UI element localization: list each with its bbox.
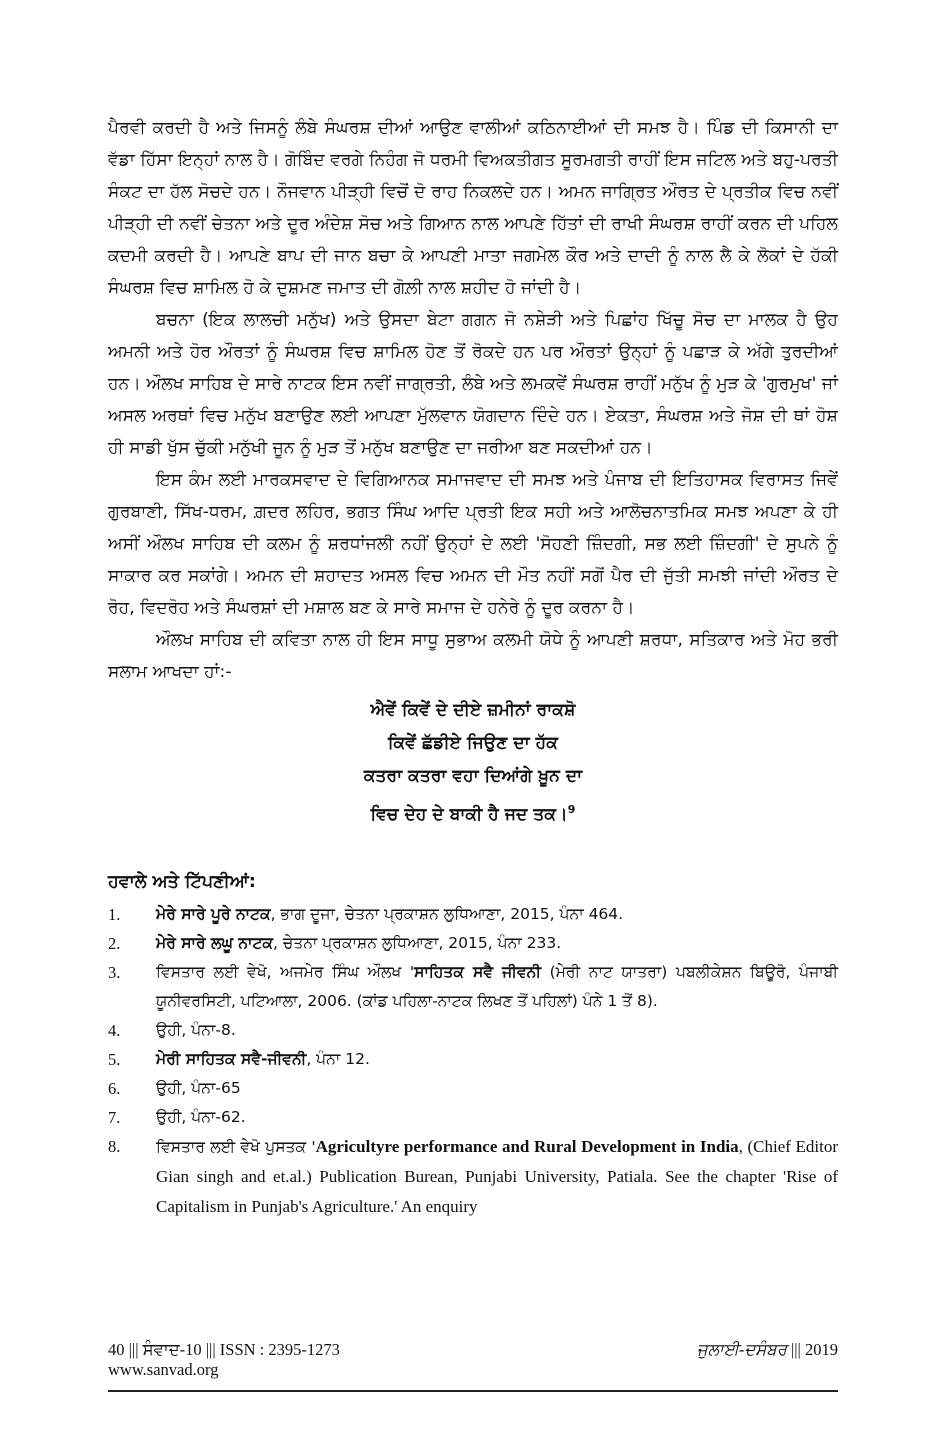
footnote-marker: 9: [567, 803, 576, 816]
page-footer: [108, 1340, 838, 1380]
reference-detail: , ਪੰਨਾ 12.: [306, 1049, 370, 1068]
poem-line-text: ਵਿਚ ਦੇਹ ਦੇ ਬਾਕੀ ਹੈ ਜਦ ਤਕ।: [370, 804, 568, 825]
reference-title: Agricultyre performance and Rural Development in India: [315, 1136, 739, 1156]
poem-line-last: [108, 793, 838, 832]
references-heading: ਹਵਾਲੇ ਅਤੇ ਟਿੱਪਣੀਆਂ:: [108, 871, 256, 892]
reference-detail: , ਚੇਤਨਾ ਪ੍ਰਕਾਸ਼ਨ ਲੁਧਿਆਣਾ, 2015, ਪੰਨਾ 233.: [273, 933, 562, 952]
references-list: [108, 900, 838, 1222]
reference-item: [108, 1132, 838, 1222]
reference-item: [108, 1016, 838, 1045]
reference-prefix: ਵਿਸਤਾਰ ਲਈ ਵੇਖੋ, ਅਜਮੇਰ ਸਿੰਘ ਔਲਖ ': [156, 962, 415, 981]
paragraph-1: ਪੈਰਵੀ ਕਰਦੀ ਹੈ ਅਤੇ ਜਿਸਨੂੰ ਲੰਬੇ ਸੰਘਰਸ਼ ਦੀਆਂ ਆਉਣ ਵਾਲੀਆਂ ਕਠਿਨਾਈਆਂ ਦੀ ਸਮਝ ਹੈ। ਪਿੰਡ ਦੀ ਕਿਸਾਨੀ ਦਾ ਵੱਡਾ ਹਿੱਸਾ ਇਨ੍ਹਾਂ ਨਾਲ ਹੈ। ਗੋਬਿੰਦ ਵਰਗੇ ਨਿਹੰਗ ਜੋ ਧਰਮੀ ਵਿਅਕਤੀਗਤ ਸੂਰਮਗਤੀ ਰਾਹੀਂ ਇਸ ਜਟਿਲ ਅਤੇ ਬਹੁ-ਪਰਤੀ ਸੰਕਟ ਦਾ ਹੱਲ ਸੋਚਦੇ ਹਨ। ਨੌਜਵਾਨ ਪੀੜ੍ਹੀ ਵਿਚੋਂ ਦੋ ਰਾਹ ਨਿਕਲਦੇ ਹਨ। ਅਮਨ ਜਾਗ੍ਰਿਤ ਔਰਤ ਦੇ ਪ੍ਰਤੀਕ ਵਿਚ ਨਵੀਂ ਪੀੜ੍ਹੀ ਦੀ ਨਵੀਂ ਚੇਤਨਾ ਅਤੇ ਦੂਰ ਅੰਦੇਸ਼ ਸੋਚ ਅਤੇ ਗਿਆਨ ਨਾਲ ਆਪਣੇ ਹਿੱਤਾਂ ਦੀ ਰਾਖੀ ਸੰਘਰਸ਼ ਰਾਹੀਂ ਕਰਨ ਦੀ ਪਹਿਲ ਕਦਮੀ ਕਰਦੀ ਹੈ। ਆਪਣੇ ਬਾਪ ਦੀ ਜਾਨ ਬਚਾ ਕੇ ਆਪਣੀ ਮਾਤਾ ਜਗਮੇਲ ਕੌਰ ਅਤੇ ਦਾਦੀ ਨੂੰ ਨਾਲ ਲੈ ਕੇ ਲੋਕਾਂ ਦੇ ਹੱਕੀ ਸੰਘਰਸ਼ ਵਿਚ ਸ਼ਾਮਿਲ ਹੋ ਕੇ ਦੁਸ਼ਮਣ ਜਮਾਤ ਦੀ ਗੋਲ਼ੀ ਨਾਲ ਸ਼ਹੀਦ ਹੋ ਜਾਂਦੀ ਹੈ।: [108, 118, 838, 298]
reference-title: ਸਾਹਿਤਕ ਸਵੈ ਜੀਵਨੀ: [414, 962, 542, 981]
poem-block: [108, 694, 838, 832]
reference-number: 1.: [108, 904, 121, 924]
footer-rule: [108, 1390, 838, 1392]
paragraph-4: ਔਲਖ ਸਾਹਿਬ ਦੀ ਕਵਿਤਾ ਨਾਲ ਹੀ ਇਸ ਸਾਧੂ ਸੁਭਾਅ ਕਲਮੀ ਯੋਧੇ ਨੂੰ ਆਪਣੀ ਸ਼ਰਧਾ, ਸਤਿਕਾਰ ਅਤੇ ਮੋਹ ਭਰੀ ਸਲਾਮ ਆਖਦਾ ਹਾਂ:-: [108, 630, 838, 682]
footer-date: [697, 1340, 838, 1360]
footer-issue-info: 40 ||| ਸੰਵਾਦ-10 ||| ISSN : 2395-1273: [108, 1340, 340, 1359]
reference-detail: , (Chief Editor Gian singh and et.al.) Publication Burean, Punjabi University, Patiala. See the chapter 'Rise of Capitalism in Punjab's Agriculture.' An enquiry: [156, 1136, 839, 1216]
reference-number: 3.: [108, 962, 121, 982]
paragraph-3: ਇਸ ਕੰਮ ਲਈ ਮਾਰਕਸਵਾਦ ਦੇ ਵਿਗਿਆਨਕ ਸਮਾਜਵਾਦ ਦੀ ਸਮਝ ਅਤੇ ਪੰਜਾਬ ਦੀ ਇਤਿਹਾਸਕ ਵਿਰਾਸਤ ਜਿਵੇਂ ਗੁਰਬਾਣੀ, ਸਿੱਖ-ਧਰਮ, ਗ਼ਦਰ ਲਹਿਰ, ਭਗਤ ਸਿੰਘ ਆਦਿ ਪ੍ਰਤੀ ਇਕ ਸਹੀ ਅਤੇ ਆਲੋਚਨਾਤਮਿਕ ਸਮਝ ਅਪਣਾ ਕੇ ਹੀ ਅਸੀਂ ਔਲਖ ਸਾਹਿਬ ਦੀ ਕਲਮ ਨੂੰ ਸ਼ਰਧਾਂਜਲੀ ਨਹੀਂ ਉਨ੍ਹਾਂ ਦੇ ਲਈ 'ਸੋਹਣੀ ਜ਼ਿੰਦਗੀ, ਸਭ ਲਈ ਜ਼ਿੰਦਗੀ' ਦੇ ਸੁਪਨੇ ਨੂੰ ਸਾਕਾਰ ਕਰ ਸਕਾਂਗੇ। ਅਮਨ ਦੀ ਸ਼ਹਾਦਤ ਅਸਲ ਵਿਚ ਅਮਨ ਦੀ ਮੌਤ ਨਹੀਂ ਸਗੋਂ ਪੈਰ ਦੀ ਜੁੱਤੀ ਸਮਝੀ ਜਾਂਦੀ ਔਰਤ ਦੇ ਰੋਹ, ਵਿਦਰੋਹ ਅਤੇ ਸੰਘਰਸ਼ਾਂ ਦੀ ਮਸ਼ਾਲ ਬਣ ਕੇ ਸਾਰੇ ਸਮਾਜ ਦੇ ਹਨੇਰੇ ਨੂੰ ਦੂਰ ਕਰਨਾ ਹੈ।: [108, 470, 838, 618]
reference-item: [108, 929, 838, 958]
footer-year: ||| 2019: [786, 1340, 838, 1359]
poem-line: ਕਤਰਾ ਕਤਰਾ ਵਹਾ ਦਿਆਂਗੇ ਖ਼ੂਨ ਦਾ: [363, 766, 583, 786]
reference-item: [108, 958, 838, 1016]
paragraph-2: ਬਚਨਾ (ਇਕ ਲਾਲਚੀ ਮਨੁੱਖ) ਅਤੇ ਉਸਦਾ ਬੇਟਾ ਗਗਨ ਜੋ ਨਸ਼ੇੜੀ ਅਤੇ ਪਿਛਾਂਹ ਖਿੱਚੂ ਸੋਚ ਦਾ ਮਾਲਕ ਹੈ ਉਹ ਅਮਨੀ ਅਤੇ ਹੋਰ ਔਰਤਾਂ ਨੂੰ ਸੰਘਰਸ਼ ਵਿਚ ਸ਼ਾਮਿਲ ਹੋਣ ਤੋਂ ਰੋਕਦੇ ਹਨ ਪਰ ਔਰਤਾਂ ਉਨ੍ਹਾਂ ਨੂੰ ਪਛਾੜ ਕੇ ਅੱਗੇ ਤੁਰਦੀਆਂ ਹਨ। ਔਲਖ ਸਾਹਿਬ ਦੇ ਸਾਰੇ ਨਾਟਕ ਇਸ ਨਵੀਂ ਜਾਗ੍ਰਤੀ, ਲੰਬੇ ਅਤੇ ਲਮਕਵੇਂ ਸੰਘਰਸ਼ ਰਾਹੀਂ ਮਨੁੱਖ ਨੂੰ ਮੁੜ ਕੇ 'ਗੁਰਮੁਖ' ਜਾਂ ਅਸਲ ਅਰਥਾਂ ਵਿਚ ਮਨੁੱਖ ਬਣਾਉਣ ਲਈ ਆਪਣਾ ਮੁੱਲਵਾਨ ਯੋਗਦਾਨ ਦਿੰਦੇ ਹਨ। ਏਕਤਾ, ਸੰਘਰਸ਼ ਅਤੇ ਜੋਸ਼ ਦੀ ਥਾਂ ਹੋਸ਼ ਹੀ ਸਾਡੀ ਖੁੱਸ ਚੁੱਕੀ ਮਨੁੱਖੀ ਜੂਨ ਨੂੰ ਮੁੜ ਤੋਂ ਮਨੁੱਖ ਬਣਾਉਣ ਦਾ ਜਰੀਆ ਬਣ ਸਕਦੀਆਂ ਹਨ।: [108, 310, 838, 458]
reference-detail: ਉਹੀ, ਪੰਨਾ-8.: [156, 1020, 236, 1039]
reference-item: [108, 1045, 838, 1074]
reference-title: ਮੇਰੀ ਸਾਹਿਤਕ ਸਵੈ-ਜੀਵਨੀ: [156, 1049, 307, 1068]
poem-line: ਐਵੇਂ ਕਿਵੇਂ ਦੇ ਦੀਏ ਜ਼ਮੀਨਾਂ ਰਾਕਸ਼ੋ: [370, 700, 576, 720]
reference-number: 7.: [108, 1107, 121, 1127]
footer-website: www.sanvad.org: [108, 1360, 219, 1379]
reference-title: ਮੇਰੇ ਸਾਰੇ ਪੂਰੇ ਨਾਟਕ: [156, 904, 271, 923]
reference-item: [108, 1074, 838, 1103]
reference-number: 6.: [108, 1078, 121, 1098]
reference-detail: ਉਹੀ, ਪੰਨਾ-62.: [156, 1107, 246, 1126]
reference-number: 2.: [108, 933, 121, 953]
footer-months: ਜੁਲਾਈ-ਦਸੰਬਰ: [696, 1340, 787, 1359]
reference-detail: , ਭਾਗ ਦੂਜਾ, ਚੇਤਨਾ ਪ੍ਰਕਾਸ਼ਨ ਲੁਧਿਆਣਾ, 2015, ਪੰਨਾ 464.: [270, 904, 624, 923]
reference-detail: (ਮੇਰੀ ਨਾਟ ਯਾਤਰਾ) ਪਬਲੀਕੇਸ਼ਨ ਬਿਊਰੋ, ਪੰਜਾਬੀ ਯੂਨੀਵਰਸਿਟੀ, ਪਟਿਆਲਾ, 2006. (ਕਾਂਡ ਪਹਿਲਾ-ਨਾਟਕ ਲਿਖਣ ਤੋਂ ਪਹਿਲਾਂ) ਪੰਨੇ 1 ਤੋਂ 8).: [156, 962, 838, 1010]
reference-detail: ਉਹੀ, ਪੰਨਾ-65: [156, 1078, 241, 1097]
reference-title: ਮੇਰੇ ਸਾਰੇ ਲਘੂ ਨਾਟਕ: [156, 933, 274, 952]
reference-item: [108, 1103, 838, 1132]
reference-prefix: ਵਿਸਤਾਰ ਲਈ ਵੇਖੋ ਪੁਸਤਕ ': [156, 1137, 316, 1156]
poem-line: ਕਿਵੇਂ ਛੱਡੀਏ ਜਿਉਣ ਦਾ ਹੱਕ: [388, 733, 558, 753]
reference-item: [108, 900, 838, 929]
reference-number: 8.: [108, 1136, 121, 1156]
page-content: [108, 112, 838, 1222]
reference-number: 4.: [108, 1020, 121, 1040]
reference-number: 5.: [108, 1049, 121, 1069]
